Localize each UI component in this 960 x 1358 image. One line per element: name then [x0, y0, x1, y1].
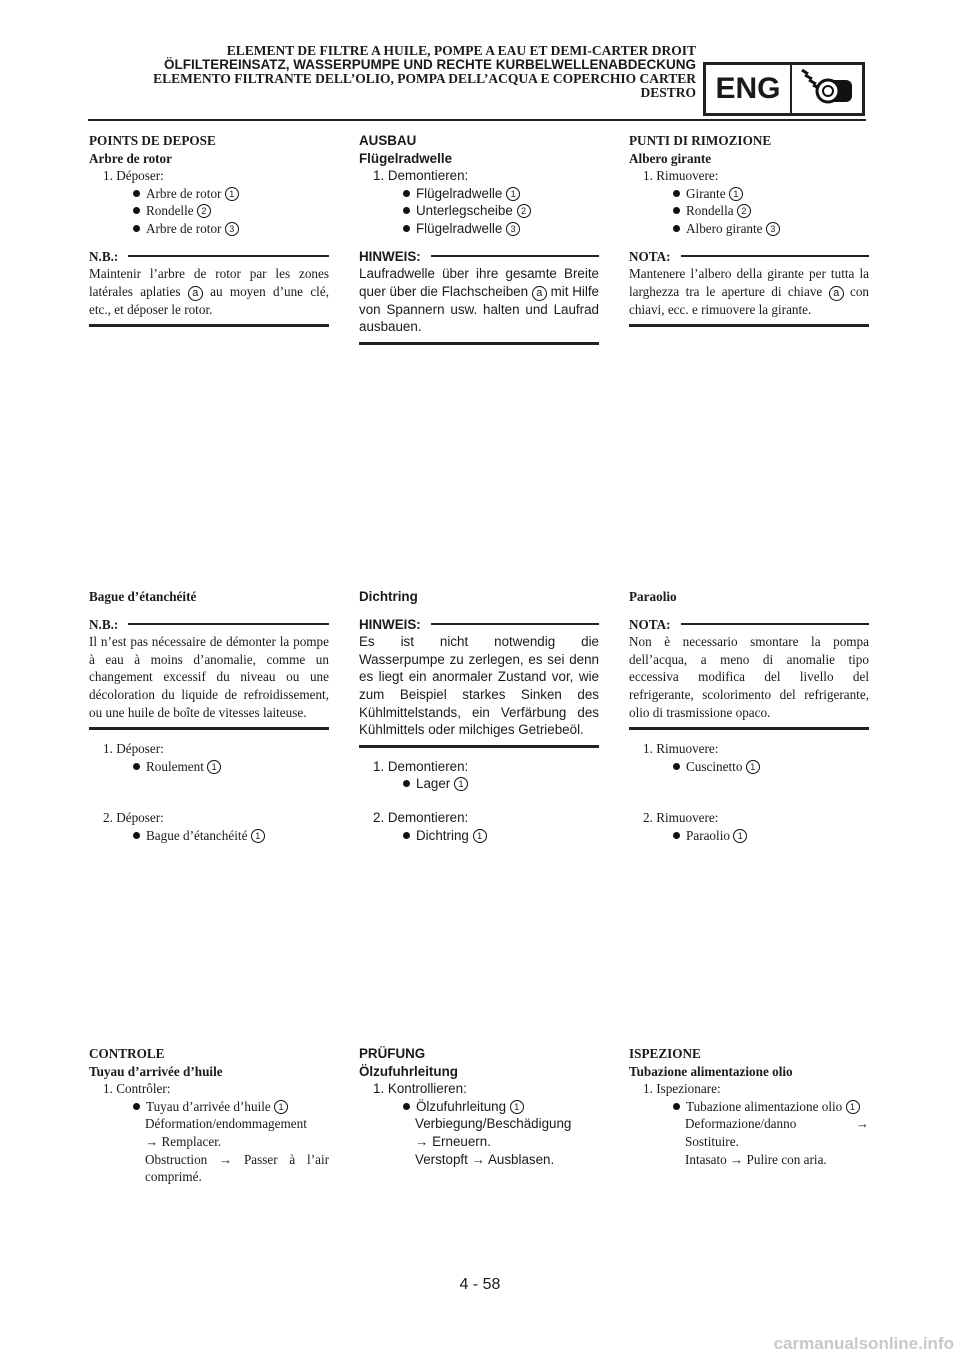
list-item: Girante 1 — [629, 185, 869, 203]
list-item: Unterlegscheibe 2 — [359, 202, 599, 220]
it-note-text: Mantenere l’albero della girante per tutta la larghezza tra le aperture di chiave a con chiavi, ecc. e rimuovere la girante. — [629, 266, 870, 317]
it-subtitle: Albero girante — [629, 150, 712, 166]
it-seal-section — [629, 588, 869, 845]
it-step: 2. Rimuovere: — [643, 810, 719, 826]
fr-removal-section — [89, 132, 329, 327]
bullet-icon — [673, 1103, 680, 1110]
list-item: Rondelle 2 — [89, 202, 329, 220]
header-title-de: ÖLFILTEREINSATZ, WASSERPUMPE UND RECHTE KURBELWELLENABDECKUNG — [163, 57, 696, 72]
list-item: Arbre de rotor 1 — [89, 185, 329, 203]
fr-subtitle: Arbre de rotor — [89, 150, 173, 166]
fr-step: 1. Déposer: — [103, 741, 164, 757]
fr-note-heading: N.B.: — [89, 248, 329, 266]
list-item: Ölzufuhrleitung 1 — [359, 1098, 599, 1116]
bullet-icon — [673, 763, 680, 770]
de-subtitle: Flügelradwelle — [359, 150, 453, 166]
it-inspect-line: Intasato → Pulire con aria. — [685, 1151, 827, 1167]
note-end-rule — [629, 324, 869, 327]
fr-inspect-line: → Remplacer. — [145, 1133, 222, 1149]
list-item: Flügelradwelle 3 — [359, 220, 599, 238]
de-note-text: Es ist nicht notwendig die Wasserpumpe zu zerlegen, es sei denn es liegt ein anormaler Zustand vor, wie zum Beispiel starkes Sinken des Kühlmittelstands, ein Verfärbung des Kühlmittels oder milchiges Getriebeöl. — [359, 634, 599, 738]
page-number: 4 - 58 — [459, 1276, 501, 1293]
de-step: 1. Kontrollieren: — [373, 1081, 467, 1097]
watermark-footer: carmanualsonline.info — [773, 1334, 954, 1353]
list-item: Tubazione alimentazione olio 1 — [629, 1098, 869, 1116]
fr-inspection-section — [89, 1045, 329, 1186]
bullet-icon — [673, 207, 680, 214]
it-inspection-section — [629, 1045, 869, 1168]
de-note-text: Laufradwelle über ihre gesamte Breite quer über die Flachscheiben a mit Hilfe von Spannern usw. halten und Laufrad ausbauen. — [359, 266, 599, 335]
it-section-title: PUNTI DI RIMOZIONE — [629, 133, 772, 148]
de-step: 1. Demontieren: — [373, 168, 469, 184]
it-step: 1. Rimuovere: — [643, 741, 719, 757]
de-subtitle: Dichtring — [359, 589, 418, 604]
de-inspect-line: Verstopft → Ausblasen. — [415, 1151, 555, 1167]
fr-inspect-line: Déformation/endommagement — [145, 1116, 307, 1132]
header-title-it: ELEMENTO FILTRANTE DELL’OLIO, POMPA DELL’ACQUA E COPERCHIO CARTER — [153, 71, 696, 86]
fr-note-text: Il n’est pas nécessaire de démonter la pompe à eau à moins d’anomalie, comme un changement excessif du niveau ou une décoloration du liquide de refroidissement, ou une huile de boîte de vitesses laiteuse. — [89, 634, 329, 720]
bullet-icon — [133, 225, 140, 232]
bullet-icon — [403, 780, 410, 787]
fr-section-title: POINTS DE DEPOSE — [89, 133, 216, 148]
list-item: Dichtring 1 — [359, 827, 599, 845]
header-title-fr: ELEMENT DE FILTRE A HUILE, POMPE A EAU ET DEMI-CARTER DROIT — [226, 43, 696, 58]
bullet-icon — [403, 190, 410, 197]
header-rule — [88, 119, 866, 121]
it-step: 1. Ispezionare: — [643, 1081, 721, 1097]
bullet-icon — [133, 763, 140, 770]
de-step: 2. Demontieren: — [373, 809, 469, 825]
list-item: Cuscinetto 1 — [629, 758, 869, 776]
fr-step: 1. Contrôler: — [103, 1081, 171, 1097]
it-note-heading: NOTA: — [629, 248, 869, 266]
engine-bolt-icon — [792, 65, 862, 113]
section-badge-label: ENG — [706, 65, 792, 113]
fr-step: 2. Déposer: — [103, 810, 164, 826]
list-item: Roulement 1 — [89, 758, 329, 776]
de-note-heading: HINWEIS: — [359, 616, 599, 634]
section-badge — [703, 62, 865, 116]
bullet-icon — [403, 225, 410, 232]
fr-section-title: CONTROLE — [89, 1046, 165, 1061]
list-item: Arbre de rotor 3 — [89, 220, 329, 238]
list-item: Lager 1 — [359, 775, 599, 793]
bullet-icon — [403, 207, 410, 214]
de-seal-section — [359, 588, 599, 844]
de-step: 1. Demontieren: — [373, 758, 469, 774]
it-section-title: ISPEZIONE — [629, 1046, 701, 1061]
fr-note-text: Maintenir l’arbre de rotor par les zones latérales aplaties a au moyen d’une clé, etc., et déposer le rotor. — [89, 266, 329, 317]
fr-subtitle: Bague d’étanchéité — [89, 589, 197, 604]
it-note-heading: NOTA: — [629, 616, 869, 634]
fr-note-heading: N.B.: — [89, 616, 329, 634]
it-removal-section — [629, 132, 869, 327]
header-title-it-cont: DESTRO — [640, 85, 696, 100]
fr-seal-section — [89, 588, 329, 845]
de-note-heading: HINWEIS: — [359, 248, 599, 266]
fr-step: 1. Déposer: — [103, 168, 164, 184]
list-item: Albero girante 3 — [629, 220, 869, 238]
list-item: Paraolio 1 — [629, 827, 869, 845]
list-item: Flügelradwelle 1 — [359, 185, 599, 203]
bullet-icon — [403, 832, 410, 839]
de-inspection-section — [359, 1045, 599, 1168]
bullet-icon — [133, 1103, 140, 1110]
fr-inspect-line: Obstruction → Passer à l’air comprimé. — [145, 1151, 329, 1185]
de-removal-section — [359, 132, 599, 345]
list-item: Rondella 2 — [629, 202, 869, 220]
fr-subtitle: Tuyau d’arrivée d’huile — [89, 1063, 223, 1079]
it-subtitle: Tubazione alimentazione olio — [629, 1063, 793, 1079]
bullet-icon — [673, 225, 680, 232]
note-end-rule — [359, 342, 599, 345]
note-end-rule — [89, 324, 329, 327]
de-subtitle: Ölzufuhrleitung — [359, 1063, 458, 1079]
bullet-icon — [403, 1103, 410, 1110]
bullet-icon — [133, 190, 140, 197]
de-section-title: AUSBAU — [359, 133, 417, 148]
list-item: Bague d’étanchéité 1 — [89, 827, 329, 845]
bullet-icon — [133, 207, 140, 214]
de-inspect-line: → Erneuern. — [415, 1133, 491, 1149]
bullet-icon — [673, 190, 680, 197]
list-item: Tuyau d’arrivée d’huile 1 — [89, 1098, 329, 1116]
it-subtitle: Paraolio — [629, 589, 677, 604]
it-inspect-line: Deformazione/danno → Sostituire. — [685, 1116, 869, 1149]
it-note-text: Non è necessario smontare la pompa dell’acqua, a meno di anomalie tipo eccessiva modifica del livello del refrigerante, scolorimento del refrigerante, olio di trasmissione opaco. — [629, 634, 869, 720]
it-step: 1. Rimuovere: — [643, 168, 719, 184]
bullet-icon — [133, 832, 140, 839]
bullet-icon — [673, 832, 680, 839]
de-section-title: PRÜFUNG — [359, 1046, 426, 1061]
de-inspect-line: Verbiegung/Beschädigung — [415, 1116, 572, 1132]
